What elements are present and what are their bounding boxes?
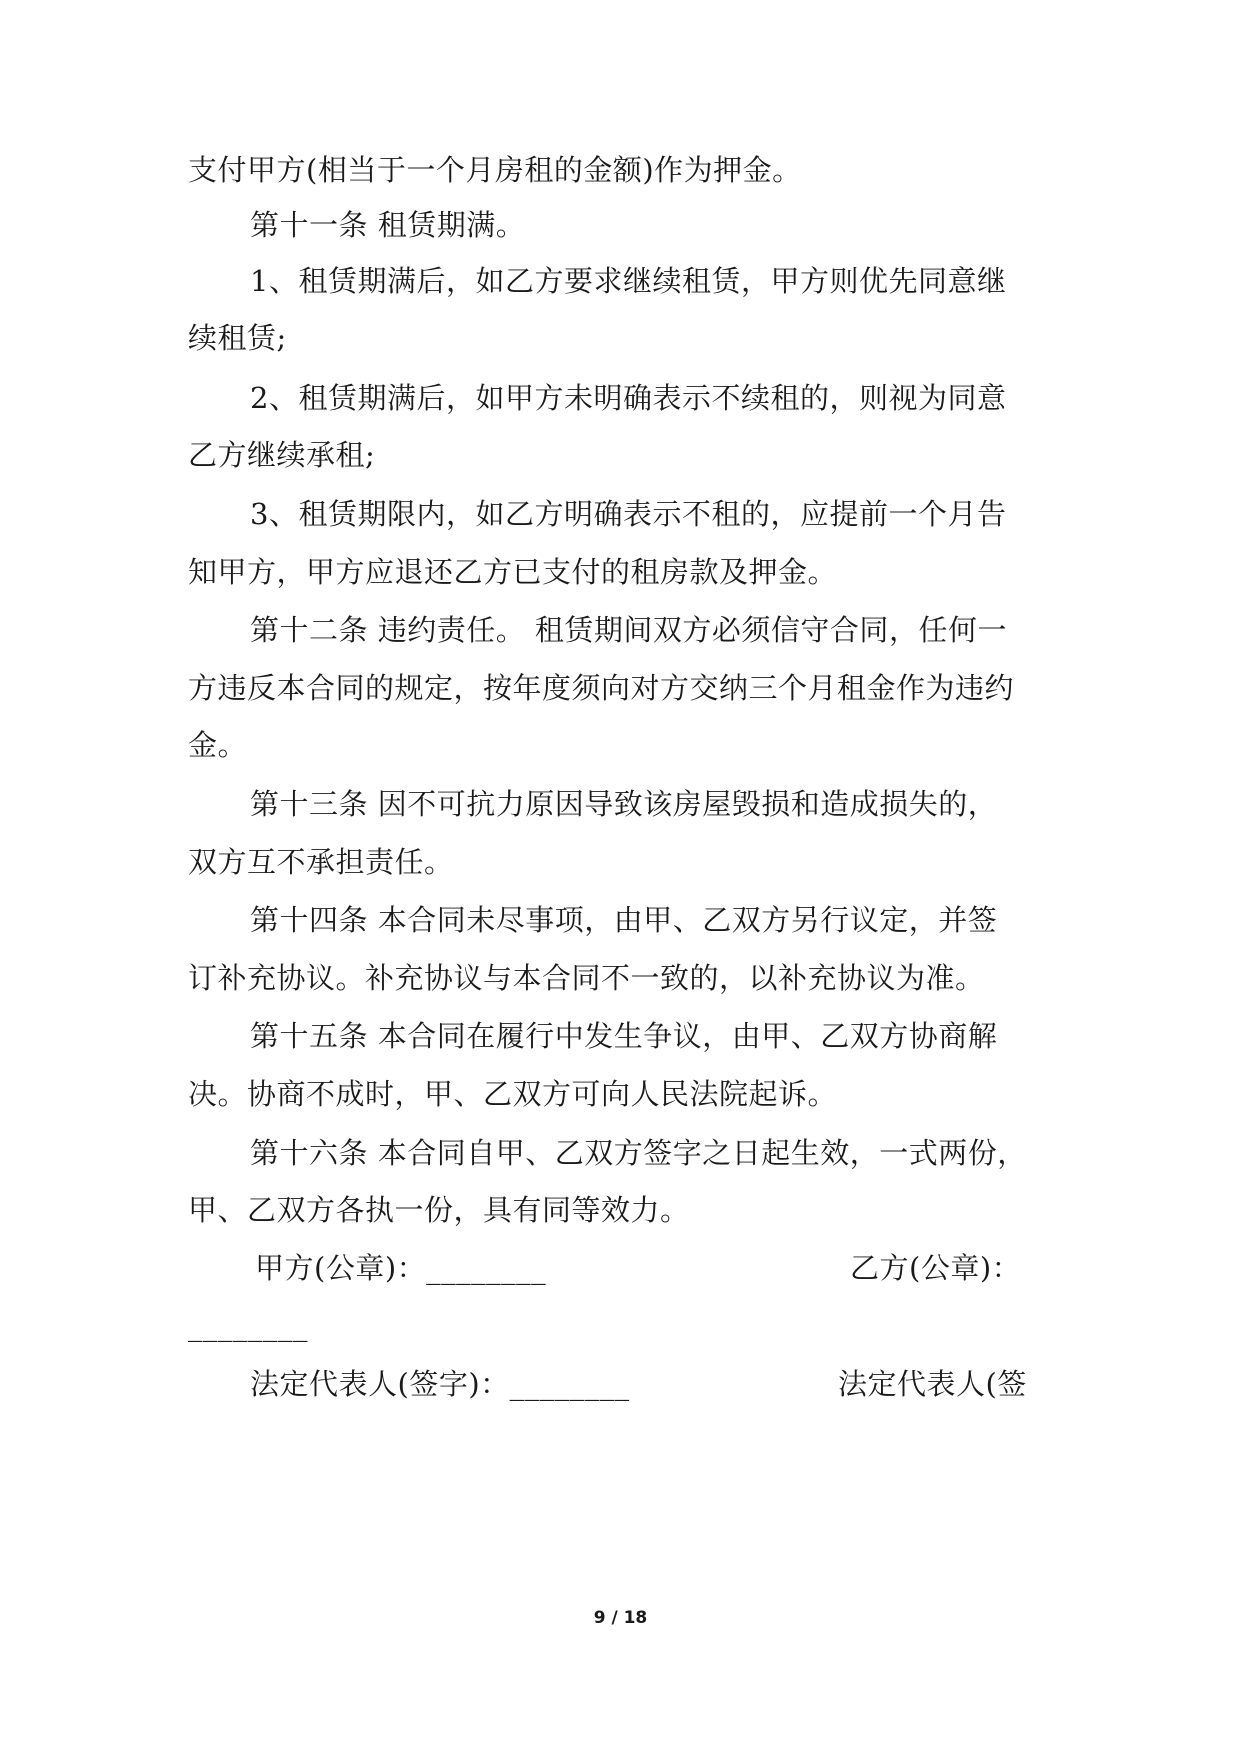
- party-a-representative-line: 法定代表人(签字)：________: [250, 1367, 630, 1401]
- paragraph-line: 知甲方，甲方应退还乙方已支付的租房款及押金。: [188, 555, 838, 589]
- article-heading: 第十四条 本合同未尽事项，由甲、乙双方另行议定，并签: [250, 903, 998, 937]
- paragraph-line: 乙方继续承租;: [188, 438, 376, 472]
- paragraph-line: 1、租赁期满后，如乙方要求继续租赁，甲方则优先同意继: [250, 264, 1007, 298]
- article-heading: 第十三条 因不可抗力原因导致该房屋毁损和造成损失的，: [250, 787, 998, 821]
- party-a-seal-line: 甲方(公章)：________: [255, 1251, 547, 1285]
- article-heading: 第十一条 租赁期满。: [250, 208, 526, 242]
- paragraph-line: 决。协商不成时，甲、乙双方可向人民法院起诉。: [188, 1077, 838, 1111]
- paragraph-line: 金。: [188, 728, 248, 762]
- article-heading: 第十二条 违约责任。 租赁期间双方必须信守合同，任何一: [250, 613, 1007, 647]
- paragraph-line: 订补充协议。补充协议与本合同不一致的，以补充协议为准。: [188, 961, 985, 995]
- paragraph-line: 续租赁;: [188, 321, 287, 355]
- paragraph-line: 3、租赁期限内，如乙方明确表示不租的，应提前一个月告: [250, 497, 1007, 531]
- paragraph-line: 甲、乙双方各执一份，具有同等效力。: [188, 1193, 690, 1227]
- article-heading: 第十五条 本合同在履行中发生争议，由甲、乙双方协商解: [250, 1019, 998, 1053]
- paragraph-line: 支付甲方(相当于一个月房租的金额)作为押金。: [188, 153, 802, 187]
- article-heading: 第十六条 本合同自甲、乙双方签字之日起生效，一式两份，: [250, 1136, 1027, 1170]
- party-b-seal-blank: ________: [188, 1308, 308, 1342]
- party-b-seal-line: 乙方(公章)：: [850, 1251, 1022, 1285]
- page-number: 9 / 18: [593, 1608, 648, 1628]
- paragraph-line: 双方互不承担责任。: [188, 845, 454, 879]
- paragraph-line: 方违反本合同的规定，按年度须向对方交纳三个月租金作为违约: [188, 671, 1015, 705]
- paragraph-line: 2、租赁期满后，如甲方未明确表示不续租的，则视为同意: [250, 381, 1007, 415]
- party-b-representative-line: 法定代表人(签: [838, 1367, 1027, 1401]
